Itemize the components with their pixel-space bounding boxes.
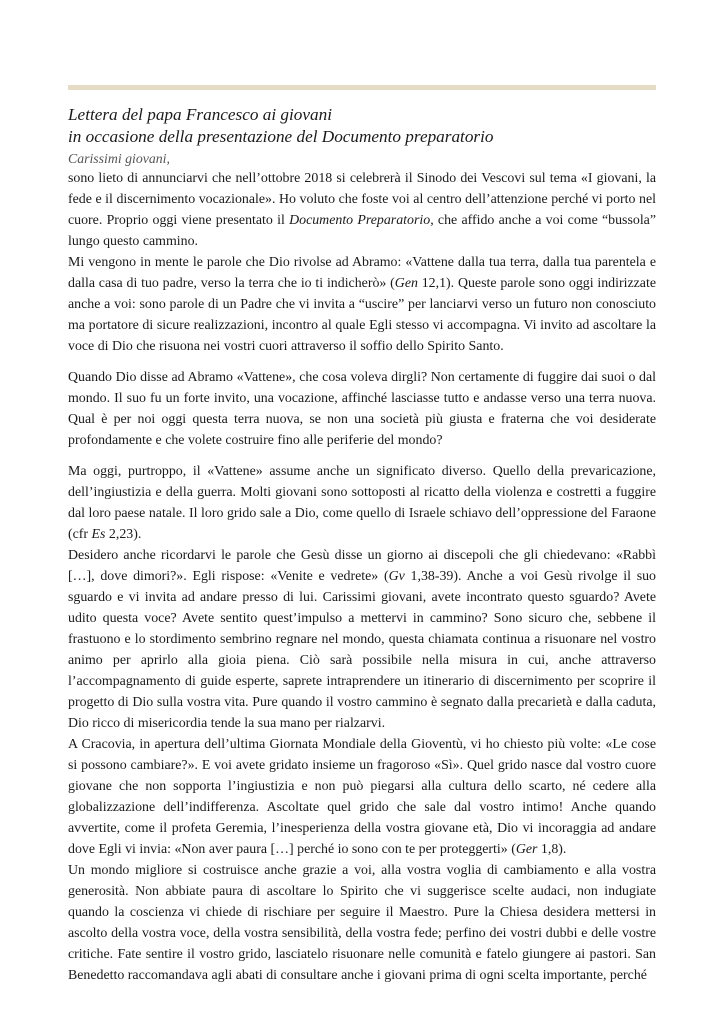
paragraph-5-text-a: Desidero anche ricordarvi le parole che Gesù disse un giorno ai discepoli che gli chiedevano: «Rabbì […], dove dimori?». Egli rispose: «Venite e vedrete» ( [68, 548, 656, 584]
paragraph-4 [68, 461, 656, 545]
paragraph-5 [68, 545, 656, 734]
paragraph-2 [68, 252, 656, 357]
paragraph-6-ref: Ger [515, 842, 538, 857]
paragraph-3: Quando Dio disse ad Abramo «Vattene», che cosa voleva dirgli? Non certamente di fuggire dai suoi o dal mondo. Il suo fu un forte invito, una vocazione, affinché lasciasse tutto e andasse verso una terra nuova. Qual è per noi oggi questa terra nuova, se non una società più giusta e fraterna che voi desiderate profondamente e che volete costruire fino alle periferie del mondo? [68, 370, 656, 448]
header-rule [68, 85, 656, 90]
paragraph-1 [68, 168, 656, 252]
paragraph-2-ref: Gen [394, 276, 418, 291]
paragraph-4-text-a: Ma oggi, purtroppo, il «Vattene» assume anche un significato diverso. Quello della prevaricazione, dell’ingiustizia e della guerra. Molti giovani sono sottoposti al ricatto della violenza e costretti a fuggire dal loro paese natale. Il loro grido sale a Dio, come quello di Israele schiavo dell’oppressione del Faraone (cfr [68, 464, 656, 542]
paragraph-2-text-b: 12,1). Queste parole sono oggi indirizzate anche a voi: sono parole di un Padre che vi invita a “uscire” per lanciarvi verso un futuro non conosciuto ma portatore di sicure realizzazioni, incontro al quale Egli stesso vi accompagna. Vi invito ad ascoltare la voce di Dio che risuona nei vostri cuori attraverso il soffio dello Spirito Santo. [68, 276, 656, 354]
letter-body [68, 104, 656, 986]
paragraph-1-ref: Documento Preparatorio [289, 213, 431, 228]
salutation: Carissimi giovani, [68, 151, 170, 166]
paragraph-1-text-b: , che affido anche a voi come “bussola” lungo questo cammino. [68, 213, 657, 249]
title-line-1: Lettera del papa Francesco ai giovani [68, 105, 332, 124]
paragraph-7: Un mondo migliore si costruisce anche grazie a voi, alla vostra voglia di cambiamento e alla vostra generosità. Non abbiate paura di ascoltare lo Spirito che vi suggerisce scelte audaci, non indugiate quando la coscienza vi chiede di rischiare per seguire il Maestro. Pure la Chiesa desidera mettersi in ascolto della vostra voce, della vostra sensibilità, della vostra fede; perfino dei vostri dubbi e delle vostre critiche. Fate sentire il vostro grido, lasciatelo risuonare nelle comunità e fatelo giungere ai pastori. San Benedetto raccomandava agli abati di consultare anche i giovani prima di ogni scelta importante, perché [68, 863, 656, 983]
paragraph-4-ref: Es [91, 527, 106, 542]
paragraph-5-ref: Gv [388, 569, 405, 584]
paragraph-2-text-a: Mi vengono in mente le parole che Dio rivolse ad Abramo: «Vattene dalla tua terra, dalla tua parentela e dalla casa di tuo padre, verso la terra che io ti indicherò» ( [68, 255, 656, 291]
title-line-2: in occasione della presentazione del Documento preparatorio [68, 127, 494, 146]
paragraph-1-text-a: sono lieto di annunciarvi che nell’ottobre 2018 si celebrerà il Sinodo dei Vescovi sul tema «I giovani, la fede e il discernimento vocazionale». Ho voluto che foste voi al centro dell’attenzione perché vi porto nel cuore. Proprio oggi viene presentato il [68, 171, 656, 228]
paragraph-5-text-b: 1,38-39). Anche a voi Gesù rivolge il suo sguardo e vi invita ad andare presso di lui. Carissimi giovani, avete incontrato questo sguardo? Avete udito questa voce? Avete sentito quest’impulso a mettervi in cammino? Sono sicuro che, sebbene il frastuono e lo stordimento sembrino regnare nel mondo, questa chiamata continua a risuonare nel vostro animo per aprirlo alla gioia piena. Ciò sarà possibile nella misura in cui, anche attraverso l’accompagnamento di guide esperte, saprete intraprendere un itinerario di discernimento per scoprire il progetto di Dio sulla vostra vita. Pure quando il vostro cammino è segnato dalla precarietà e dalla caduta, Dio ricco di misericordia tende la sua mano per rialzarvi. [68, 569, 657, 731]
paragraph-4-text-b: 2,23). [105, 527, 142, 542]
paragraph-6-text-b: 1,8). [537, 842, 567, 857]
paragraph-6-text-a: A Cracovia, in apertura dell’ultima Giornata Mondiale della Gioventù, vi ho chiesto più volte: «Le cose si possono cambiare?». E voi avete gridato insieme un fragoroso «Sì». Quel grido nasce dal vostro cuore giovane che non sopporta l’ingiustizia e non può piegarsi alla cultura dello scarto, né cedere alla globalizzazione dell’indifferenza. Ascoltate quel grido che sale dal vostro intimo! Anche quando avvertite, come il profeta Geremia, l’inesperienza della vostra giovane età, Dio vi incoraggia ad andare dove Egli vi invia: «Non aver paura […] perché io sono con te per proteggerti» ( [68, 737, 656, 857]
paragraph-6 [68, 734, 656, 860]
